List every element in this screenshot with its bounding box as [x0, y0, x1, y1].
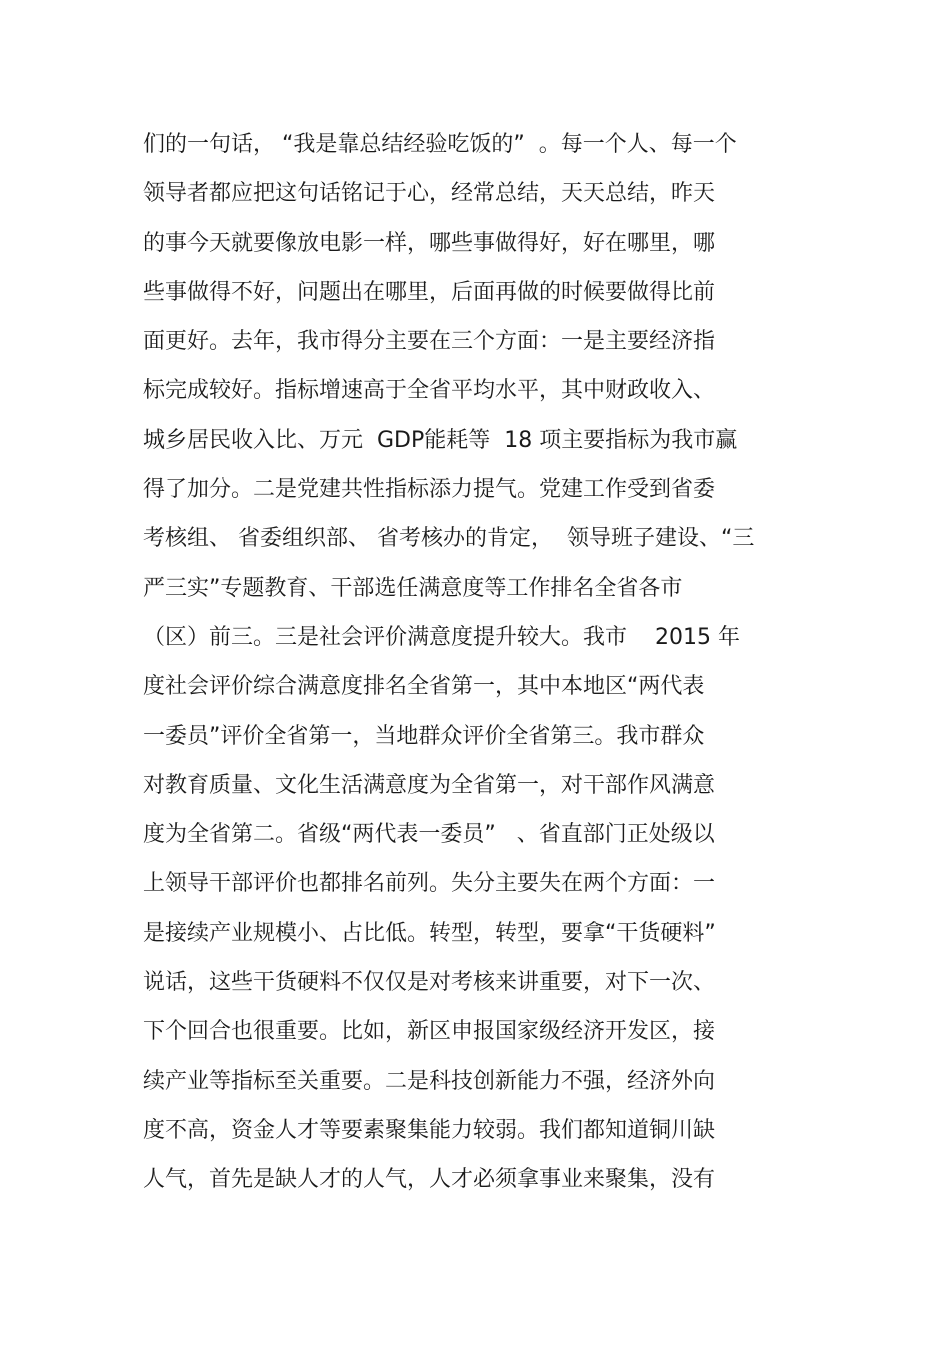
text-line: 严三实”专题教育、干部选任满意度等工作排名全省各市 — [143, 575, 683, 601]
text-line: 的事今天就要像放电影一样，哪些事做得好，好在哪里，哪 — [143, 230, 716, 256]
text-line: 说话，这些干货硬料不仅仅是对考核来讲重要，对下一次、 — [143, 970, 716, 996]
text-line: 是接续产业规模小、占比低。转型，转型，要拿“干货硬料” — [143, 920, 716, 946]
body-text — [143, 120, 823, 1205]
text-line: 度为全省第二。省级“两代表一委员” 、省直部门正处级以 — [143, 822, 715, 848]
text-line: 城乡居民收入比、万元 GDP能耗等 18 项主要指标为我市赢 — [143, 427, 738, 453]
text-line: 下个回合也很重要。比如，新区申报国家级经济开发区，接 — [143, 1019, 716, 1045]
text-line: 得了加分。二是党建共性指标添力提气。党建工作受到省委 — [143, 477, 716, 503]
text-line: （区）前三。三是社会评价满意度提升较大。我市 2015 年 — [143, 624, 740, 650]
text-line: 一委员”评价全省第一，当地群众评价全省第三。我市群众 — [143, 723, 705, 749]
text-line: 们的一句话， “我是靠总结经验吃饭的” 。每一个人、每一个 — [143, 132, 737, 157]
text-line: 续产业等指标至关重要。二是科技创新能力不强，经济外向 — [143, 1068, 716, 1094]
text-line: 对教育质量、文化生活满意度为全省第一，对干部作风满意 — [143, 772, 716, 798]
text-line: 些事做得不好，问题出在哪里，后面再做的时候要做得比前 — [143, 279, 716, 305]
text-line: 领导者都应把这句话铭记于心，经常总结，天天总结，昨天 — [143, 181, 716, 207]
text-line: 度社会评价综合满意度排名全省第一，其中本地区“两代表 — [143, 674, 705, 700]
text-line: 考核组、 省委组织部、 省考核办的肯定， 领导班子建设、“三 — [143, 526, 755, 552]
text-line: 人气，首先是缺人才的人气，人才必须拿事业来聚集，没有 — [143, 1167, 716, 1193]
text-line: 标完成较好。指标增速高于全省平均水平，其中财政收入、 — [143, 378, 716, 404]
text-line: 度不高，资金人才等要素聚集能力较弱。我们都知道铜川缺 — [143, 1117, 716, 1143]
text-line: 面更好。去年，我市得分主要在三个方面：一是主要经济指 — [143, 329, 716, 355]
text-line: 上领导干部评价也都排名前列。失分主要失在两个方面：一 — [143, 871, 716, 897]
